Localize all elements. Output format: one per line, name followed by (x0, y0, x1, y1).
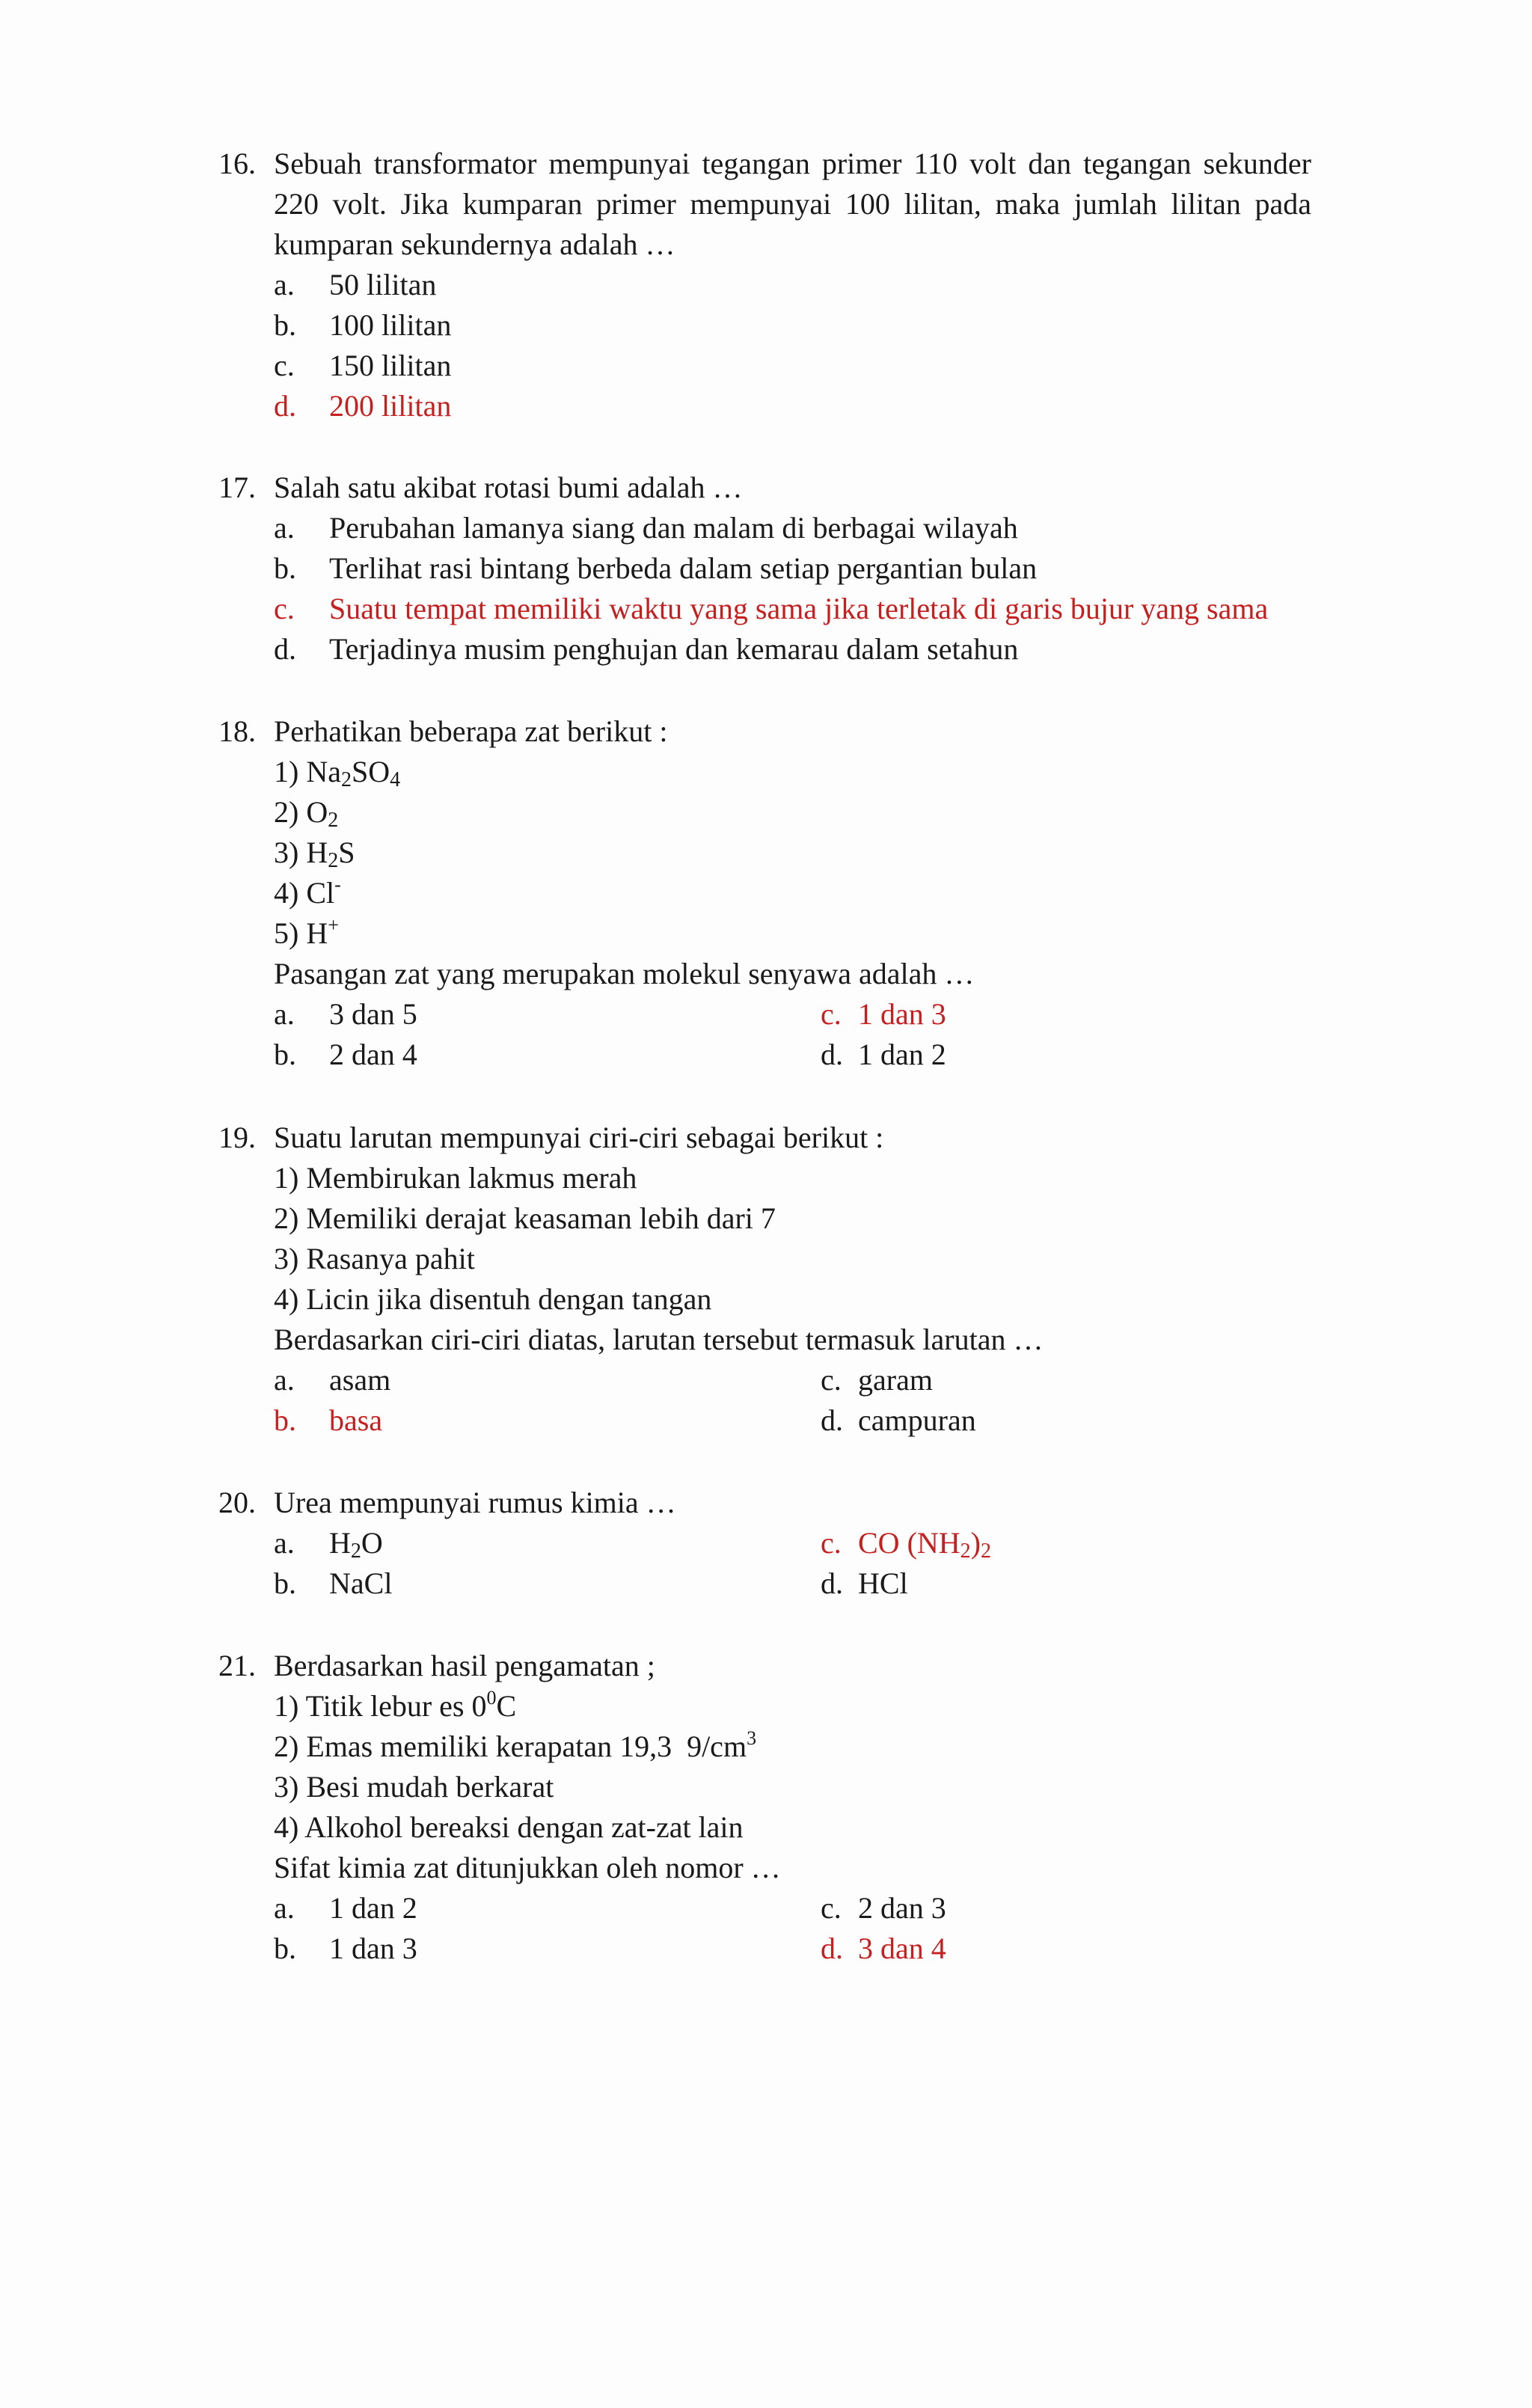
option-letter: a. (274, 1891, 295, 1925)
option-text: H (329, 1526, 351, 1560)
question-stem: Suatu larutan mempunyai ciri-ciri sebagai berikut : (274, 1121, 884, 1154)
list-item: 3) Besi mudah berkarat (274, 1770, 554, 1804)
option-letter: b. (274, 1931, 296, 1965)
option-text: Suatu tempat memiliki waktu yang sama jika terletak di garis bujur yang sama (329, 592, 1269, 625)
option-c (821, 1888, 946, 1928)
option-letter: a. (274, 268, 295, 301)
option-letter: c. (274, 349, 295, 382)
option-b (274, 1563, 392, 1604)
question-stem-line: kumparan sekundernya adalah … (274, 227, 675, 261)
question-stem-line: Sebuah transformator mempunyai tegangan primer 110 volt dan tegangan sekunder (274, 147, 1311, 180)
option-letter: d. (274, 632, 296, 666)
item-text: 3) H (274, 836, 328, 869)
option-d-correct-answer (821, 1928, 946, 1969)
option-a (274, 1523, 383, 1563)
option-text: O (361, 1526, 383, 1560)
option-text: Perubahan lamanya siang dan malam di berbagai wilayah (329, 511, 1018, 545)
option-b (274, 548, 1037, 589)
subscript: 2 (328, 809, 339, 832)
option-a (274, 1360, 390, 1400)
option-d (821, 1035, 946, 1075)
option-text: 1 dan 3 (858, 997, 946, 1031)
item-text: S (338, 836, 355, 869)
subscript: 2 (981, 1540, 991, 1563)
subscript: 4 (390, 768, 401, 791)
option-letter: c. (274, 592, 295, 625)
option-c (821, 1360, 933, 1400)
question-number: 20. (218, 1486, 256, 1519)
superscript: 3 (747, 1727, 757, 1749)
option-b (274, 1035, 417, 1075)
option-letter: b. (274, 1403, 296, 1437)
option-b (274, 305, 451, 346)
option-letter: b. (274, 1566, 296, 1600)
option-text: 1 dan 3 (329, 1931, 417, 1965)
option-text: 2 dan 3 (858, 1891, 946, 1925)
question-number: 19. (218, 1121, 256, 1154)
option-letter: d. (274, 389, 296, 423)
question-number: 21. (218, 1649, 256, 1682)
option-d (821, 1400, 976, 1441)
superscript: + (328, 914, 339, 936)
question-prompt: Sifat kimia zat ditunjukkan oleh nomor … (274, 1851, 781, 1884)
option-text: basa (329, 1403, 383, 1437)
option-b (274, 1928, 417, 1969)
question-number: 16. (218, 147, 256, 180)
option-letter: a. (274, 1363, 295, 1397)
option-letter: c. (821, 1891, 842, 1925)
option-d-correct-answer (274, 386, 451, 426)
list-item: 4) Licin jika disentuh dengan tangan (274, 1282, 712, 1316)
question-number: 18. (218, 714, 256, 748)
question-number: 17. (218, 471, 256, 504)
option-text: garam (858, 1363, 933, 1397)
option-d (274, 629, 1018, 670)
option-text: ) (970, 1526, 981, 1560)
item-text: 1) Na (274, 755, 341, 788)
question-prompt: Berdasarkan ciri-ciri diatas, larutan tersebut termasuk larutan … (274, 1323, 1044, 1356)
option-text: 100 lilitan (329, 308, 452, 342)
question-stem: Berdasarkan hasil pengamatan ; (274, 1649, 655, 1682)
option-letter: d. (821, 1566, 843, 1600)
item-text: 2) Emas memiliki kerapatan 19,3 9/cm (274, 1730, 747, 1763)
item-text: C (496, 1689, 517, 1723)
question-prompt: Pasangan zat yang merupakan molekul senyawa adalah … (274, 957, 975, 990)
list-item: 3) Rasanya pahit (274, 1242, 475, 1275)
option-letter: c. (821, 997, 842, 1031)
option-text: HCl (858, 1566, 908, 1600)
option-c-correct-answer (821, 994, 946, 1035)
question-stem: Perhatikan beberapa zat berikut : (274, 714, 668, 748)
superscript: - (334, 874, 341, 895)
option-letter: d. (821, 1931, 843, 1965)
option-letter: b. (274, 308, 296, 342)
list-item: 4) Alkohol bereaksi dengan zat-zat lain (274, 1810, 744, 1844)
subscript: 2 (350, 1540, 361, 1563)
item-text: 4) Cl (274, 876, 335, 910)
item-text: 5) H (274, 916, 328, 950)
option-text: Terjadinya musim penghujan dan kemarau dalam setahun (329, 632, 1019, 666)
option-letter: b. (274, 551, 296, 585)
subscript: 2 (328, 849, 339, 872)
option-letter: a. (274, 1526, 295, 1560)
list-item (274, 913, 339, 954)
list-item (274, 792, 338, 833)
option-text: Terlihat rasi bintang berbeda dalam setiap pergantian bulan (329, 551, 1038, 585)
option-letter: c. (821, 1363, 842, 1397)
option-text: 200 lilitan (329, 389, 452, 423)
question-stem-line: 220 volt. Jika kumparan primer mempunyai 100 lilitan, maka jumlah lilitan pada (274, 187, 1311, 221)
option-b-correct-answer (274, 1400, 382, 1441)
option-letter: a. (274, 511, 295, 545)
option-text: 1 dan 2 (329, 1891, 417, 1925)
list-item: 2) Memiliki derajat keasaman lebih dari 7 (274, 1201, 776, 1235)
item-text: SO (351, 755, 390, 788)
subscript: 2 (340, 768, 352, 791)
list-item (274, 1686, 516, 1727)
list-item (274, 873, 341, 913)
option-letter: a. (274, 997, 295, 1031)
subscript: 2 (960, 1540, 971, 1563)
option-text: 3 dan 4 (858, 1931, 946, 1965)
option-text: 1 dan 2 (858, 1038, 946, 1071)
option-text: NaCl (329, 1566, 393, 1600)
option-d (821, 1563, 908, 1604)
option-letter: c. (821, 1526, 842, 1560)
option-text: 150 lilitan (329, 349, 452, 382)
option-c (274, 346, 451, 386)
list-item (274, 752, 400, 792)
option-text: asam (329, 1363, 391, 1397)
item-text: 1) Titik lebur es 0 (274, 1689, 487, 1723)
option-letter: b. (274, 1038, 296, 1071)
option-c-correct-answer (821, 1523, 991, 1563)
list-item (274, 1727, 756, 1767)
item-text: 2) O (274, 795, 328, 829)
option-text: 50 lilitan (329, 268, 437, 301)
option-text: CO (NH (858, 1526, 960, 1560)
question-stem: Salah satu akibat rotasi bumi adalah … (274, 471, 743, 504)
option-text: 2 dan 4 (329, 1038, 417, 1071)
option-a (274, 994, 417, 1035)
option-text: campuran (858, 1403, 976, 1437)
superscript: 0 (486, 1687, 497, 1709)
option-a (274, 1888, 417, 1928)
option-letter: d. (821, 1403, 843, 1437)
option-text: 3 dan 5 (329, 997, 417, 1031)
option-c-correct-answer (274, 589, 1268, 629)
option-letter: d. (821, 1038, 843, 1071)
option-a (274, 265, 436, 305)
question-stem: Urea mempunyai rumus kimia … (274, 1486, 676, 1519)
list-item (274, 833, 355, 873)
option-a (274, 508, 1018, 548)
list-item: 1) Membirukan lakmus merah (274, 1161, 637, 1195)
